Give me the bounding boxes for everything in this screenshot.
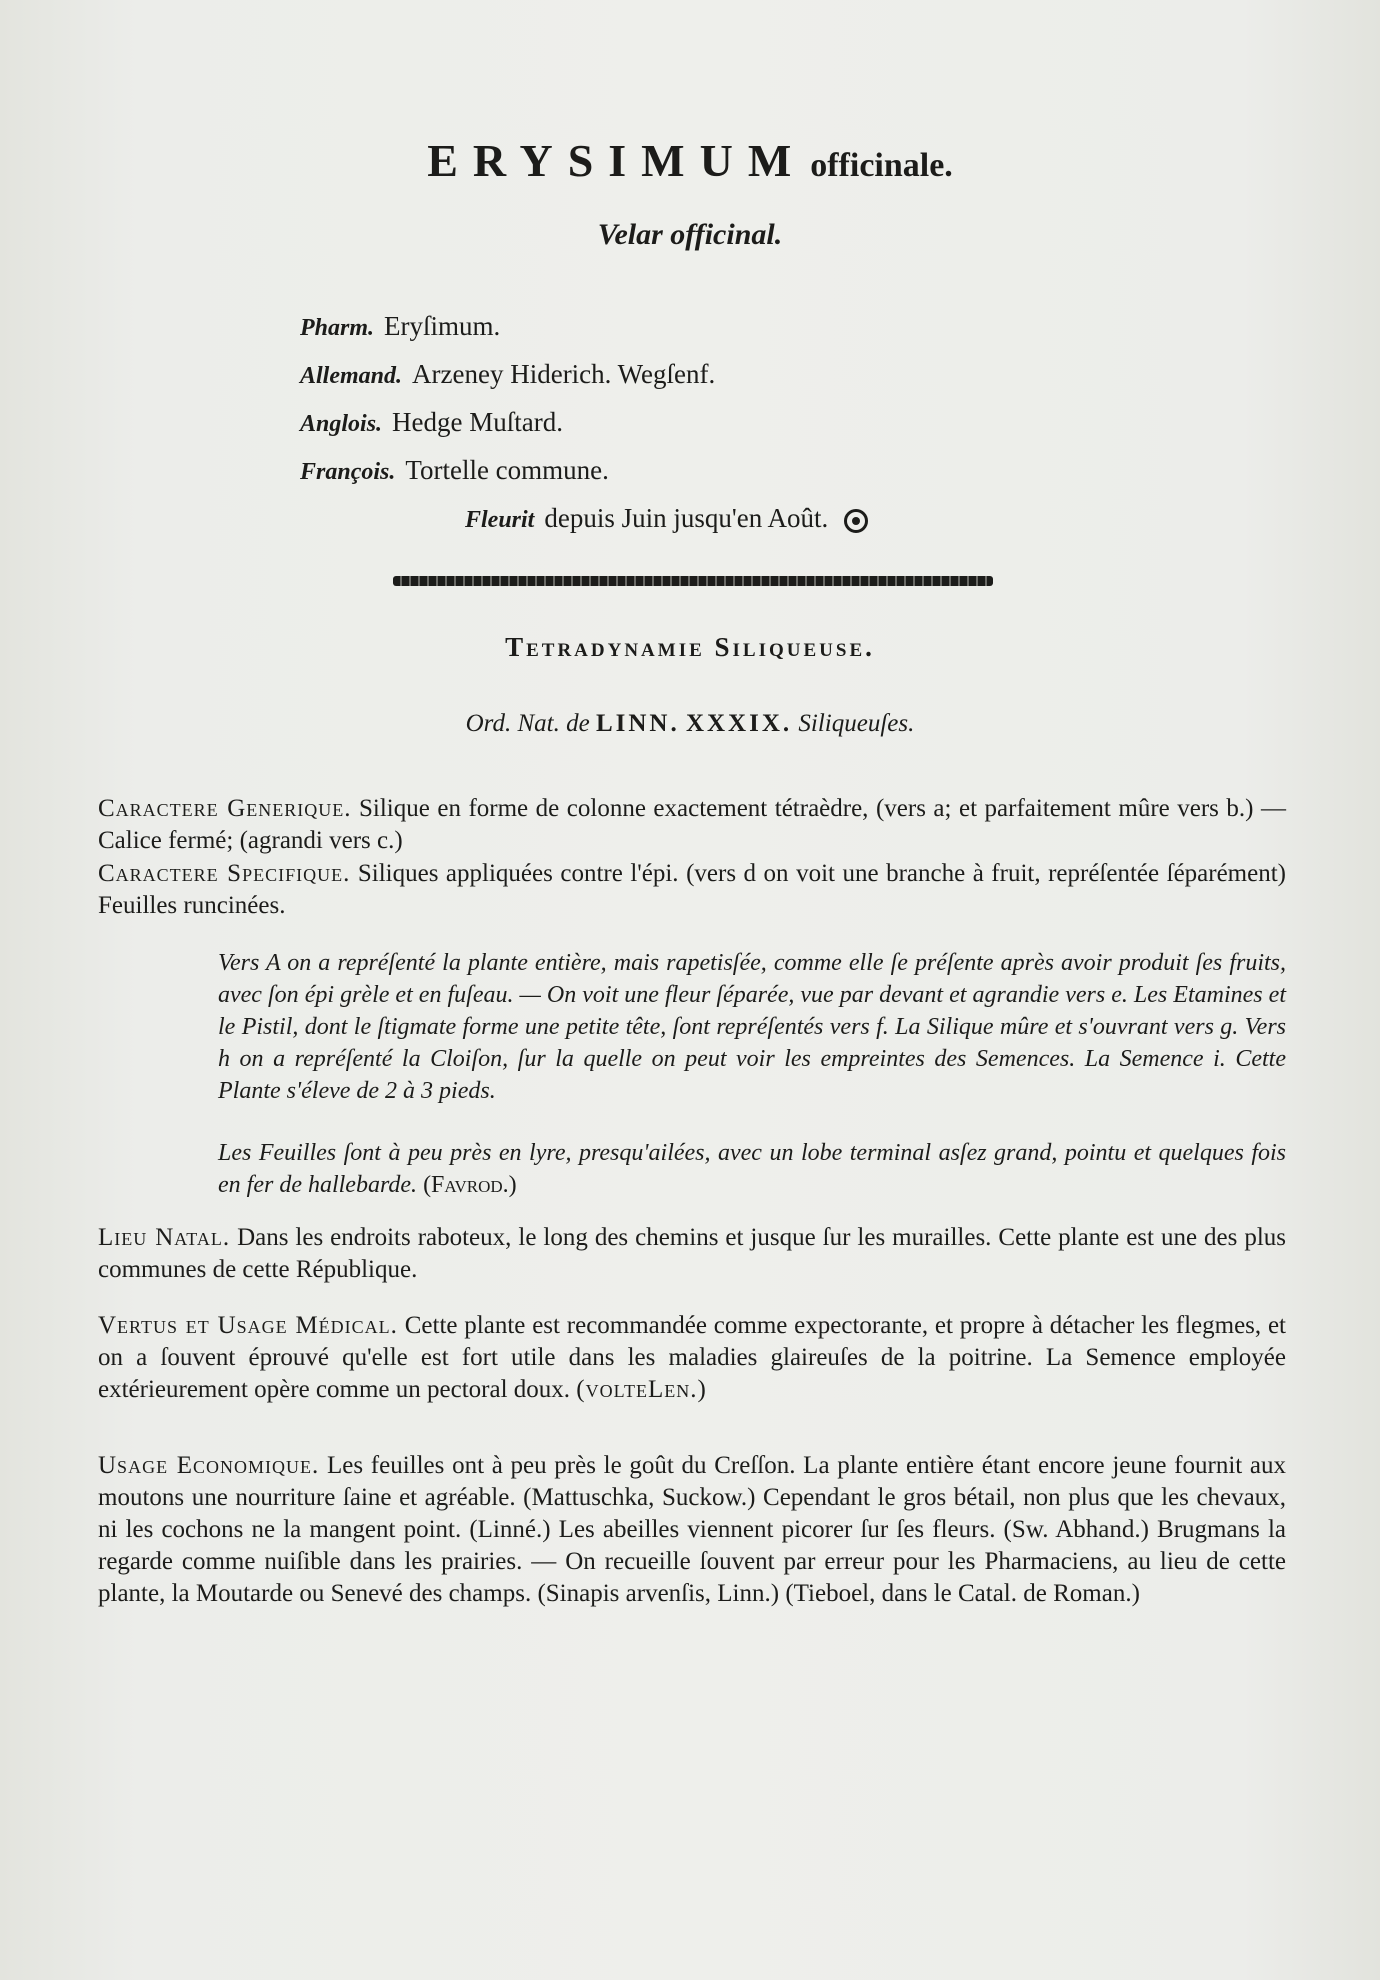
linnaean-class: Tetradynamie Siliqueuse.	[505, 632, 875, 662]
section-text: Siliques appliquées contre l'épi. (vers d on voit une branche à fruit, repréſentée ſéparément) Feuilles runcinées.	[98, 860, 1286, 919]
section-heading: Vertus et Usage Médical.	[98, 1312, 398, 1339]
name-value: Tortelle commune.	[405, 455, 609, 485]
plate-description: Vers A on a repréſenté la plante entière, mais rapetisſée, comme elle ſe préſente après avoir produit ſes fruits, avec ſon épi grèle et en fuſeau. — On voit une fleur ſéparée, vue par devant et agrandie vers e. Les Etamines et le Pistil, dont le ſtigmate forme une petite tête, ſont repréſentés vers f. La Silique mûre et s'ouvrant vers g. Vers h on a repréſenté la Cloiſon, ſur la quelle on peut voir les empreintes des Semences. La Semence i. Cette Plante s'éleve de 2 à 3 pieds.	[218, 950, 1286, 1104]
economic-use	[98, 1450, 1286, 1610]
genus-name: ERYSIMUM	[427, 135, 807, 186]
perennial-symbol-icon	[844, 509, 868, 533]
section-text: Cette plante est recommandée comme expectorante, et propre à détacher les flegmes, et on a ſouvent éprouvé qu'elle est fort utile dans les maladies glaireuſes de la poitrine. La Semence employée extérieurement opère comme un pectoral doux.	[98, 1312, 1286, 1403]
order-number: XXXIX.	[685, 710, 793, 737]
bloom-value: depuis Juin jusqu'en Août.	[544, 503, 829, 533]
medical-use	[98, 1310, 1286, 1406]
leaf-description	[218, 1137, 1286, 1201]
section-heading: Usage Economique.	[98, 1452, 320, 1479]
name-row-french	[300, 446, 1100, 494]
section-heading: Caractere Specifique.	[98, 860, 351, 887]
section-heading: Caractere Generique.	[98, 795, 352, 822]
habitat	[98, 1222, 1286, 1286]
section-text: Dans les endroits raboteux, le long des chemins et jusque ſur les murailles. Cette plante est une des plus communes de cette République.	[98, 1224, 1286, 1283]
name-row-english	[300, 398, 1100, 446]
section-heading: Lieu Natal.	[98, 1224, 231, 1251]
name-value: Eryſimum.	[384, 311, 501, 341]
name-row-pharm	[300, 302, 1100, 350]
order-author: LINN.	[595, 710, 680, 737]
name-value: Hedge Muſtard.	[392, 407, 563, 437]
bloom-label: Fleurit	[465, 507, 535, 533]
generic-character	[98, 793, 1286, 857]
name-label: Anglois.	[300, 411, 383, 437]
french-name: Velar officinal.	[597, 218, 783, 251]
natural-order	[0, 710, 1380, 738]
leaf-text: Les Feuilles ſont à peu près en lyre, presqu'ailées, avec un lobe terminal asſez grand, pointu et quelques fois en fer de hallebarde.	[218, 1140, 1286, 1198]
name-label: Pharm.	[300, 315, 375, 341]
order-family: Siliqueuſes.	[798, 710, 915, 737]
name-row-german	[300, 350, 1100, 398]
specific-character	[98, 858, 1286, 922]
order-prefix: Ord. Nat. de	[465, 710, 590, 737]
description-credit: (Favrod.)	[423, 1172, 517, 1198]
vernacular-names	[300, 302, 1100, 542]
section-text: Silique en forme de colonne exactement tétraèdre, (vers a; et parfaitement mûre vers b.) — Calice fermé; (agrandi vers c.)	[98, 795, 1287, 854]
name-label: Allemand.	[300, 363, 403, 389]
name-label: François.	[300, 459, 396, 485]
section-credit: (volteLen.)	[576, 1376, 707, 1403]
ornamental-divider	[393, 576, 993, 586]
name-value: Arzeney Hiderich. Wegſenf.	[412, 359, 716, 389]
species-name: officinale.	[810, 147, 953, 184]
flowering-period	[300, 494, 1100, 542]
page-title	[0, 134, 1380, 187]
section-text: Les feuilles ont à peu près le goût du Creſſon. La plante entière étant encore jeune fournit aux moutons une nourriture ſaine et agréable. (Mattuschka, Suckow.) Cependant le gros bétail, non plus que les chevaux, ni les cochons ne la mangent point. (Linné.) Les abeilles viennent picorer ſur ſes fleurs. (Sw. Abhand.) Brugmans la regarde comme nuiſible dans les prairies. — On recueille ſouvent par erreur pour les Pharmaciens, au lieu de cette plante, la Moutarde ou Senevé des champs. (Sinapis arvenſis, Linn.) (Tiebоel, dans le Catal. de Roman.)	[98, 1452, 1287, 1607]
